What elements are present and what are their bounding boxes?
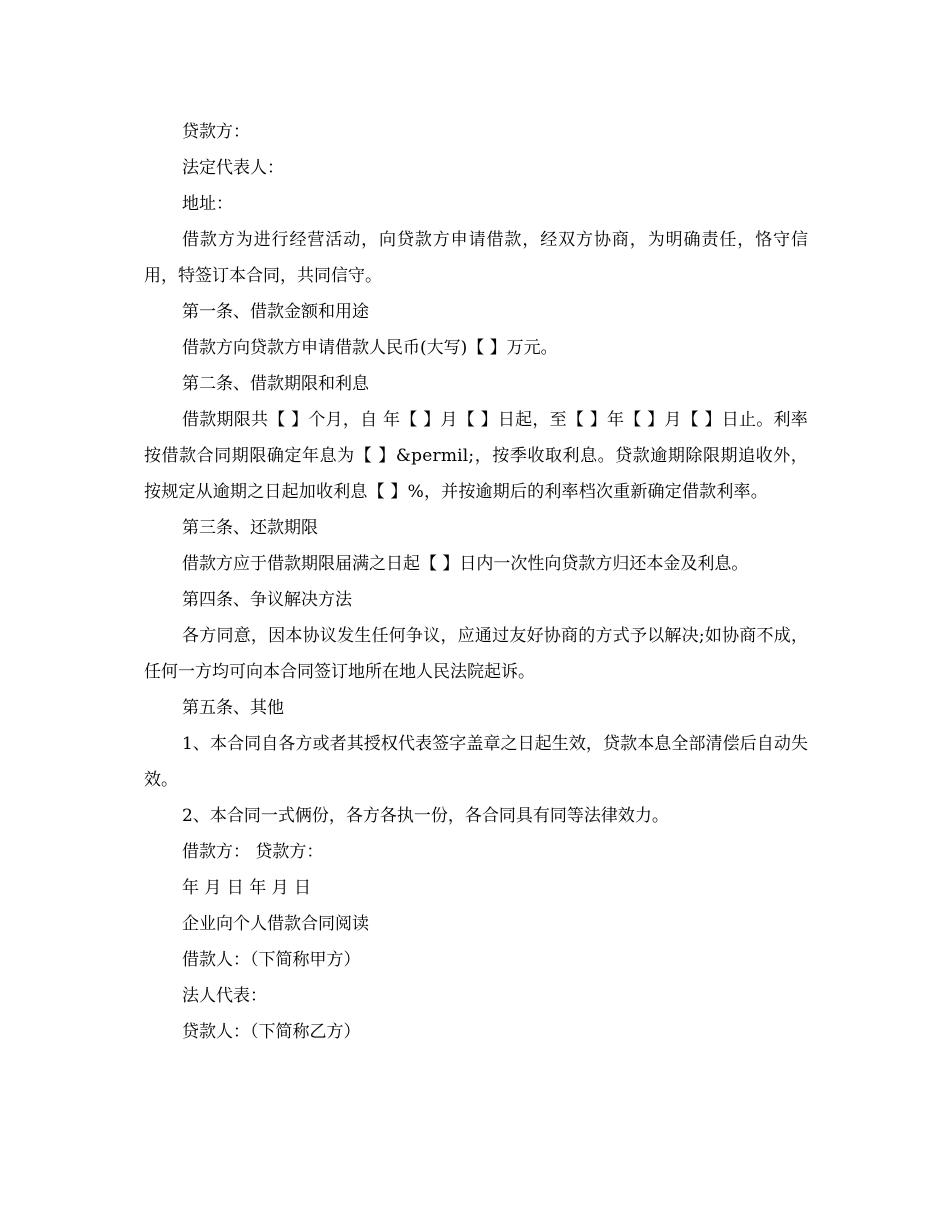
article-5-clause-1: 1、本合同自各方或者其授权代表签字盖章之日起生效，贷款本息全部清偿后自动失效。 [144, 734, 808, 790]
article-3-body: 借款方应于借款期限届满之日起【 】日内一次性向贷款方归还本金及利息。 [182, 554, 749, 574]
borrower-label: 借款人：（下简称甲方） [182, 950, 361, 970]
article-1-heading: 第一条、借款金额和用途 [182, 302, 369, 322]
legal-representative-label: 法定代表人： [182, 158, 284, 178]
corporate-representative-label: 法人代表： [182, 986, 267, 1006]
article-2-heading: 第二条、借款期限和利息 [182, 374, 369, 394]
article-4-body: 各方同意，因本协议发生任何争议，应通过友好协商的方式予以解决;如协商不成，任何一方均可向本合同签订地所在地人民法院起诉。 [144, 626, 808, 682]
article-5-clause-2: 2、本合同一式俩份，各方各执一份，各合同具有同等法律效力。 [182, 806, 669, 826]
article-3-heading: 第三条、还款期限 [182, 518, 318, 538]
preamble-paragraph: 借款方为进行经营活动，向贷款方申请借款，经双方协商，为明确责任，恪守信用，特签订本合同，共同信守。 [144, 230, 808, 286]
article-2-body: 借款期限共【 】个月，自 年【 】月【 】日起，至【 】年【 】月【 】日止。利率按借款合同期限确定年息为【 】&permil;，按季收取利息。贷款逾期除限期追收外，按规定从逾期之日起加收利息【 】%，并按逾期后的利率档次重新确定借款利率。 [144, 410, 808, 502]
address-label: 地址： [182, 194, 233, 214]
signature-dates: 年 月 日 年 月 日 [182, 878, 312, 898]
signature-parties: 借款方： 贷款方： [182, 842, 324, 862]
article-1-body: 借款方向贷款方申请借款人民币(大写)【 】万元。 [182, 338, 558, 358]
article-4-heading: 第四条、争议解决方法 [182, 590, 352, 610]
lender-party-label: 贷款人：（下简称乙方） [182, 1022, 361, 1042]
article-5-heading: 第五条、其他 [182, 698, 284, 718]
lender-label: 贷款方： [182, 122, 250, 142]
second-contract-title: 企业向个人借款合同阅读 [182, 914, 369, 934]
